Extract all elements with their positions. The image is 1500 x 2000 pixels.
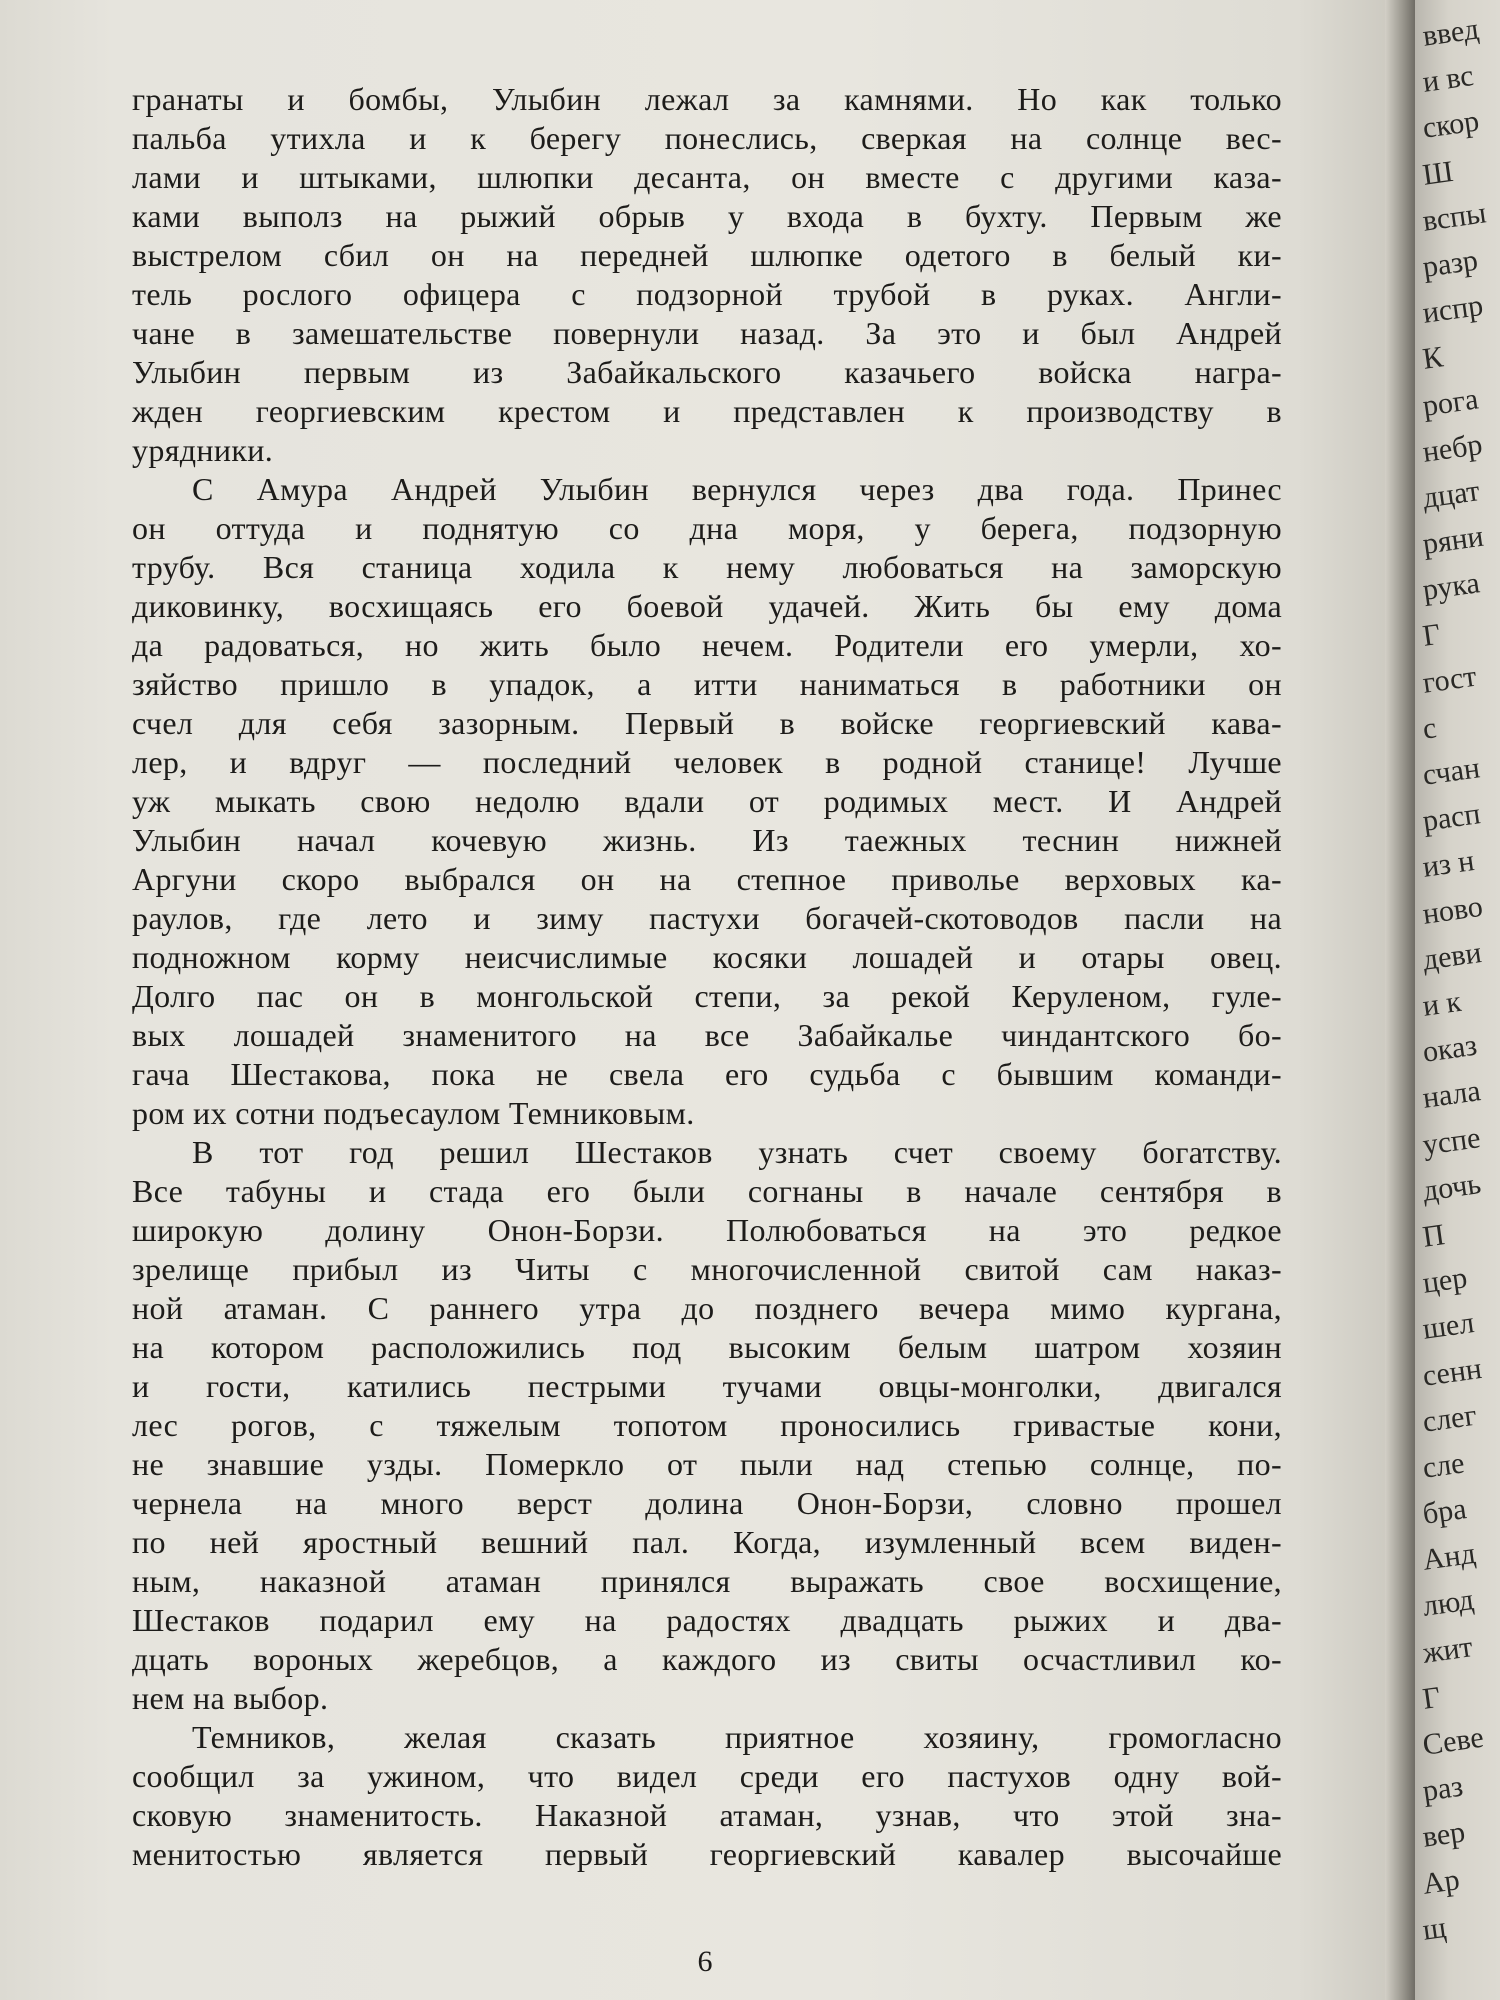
next-page-fragment: бра [1420, 1492, 1469, 1531]
text-block [132, 80, 1282, 1874]
text-line: сковую знаменитость. Наказной атаман, узнав, что этой зна- [132, 1797, 1282, 1833]
text-line: уж мыкать свою недолю вдали от родимых мест. И Андрей [132, 783, 1282, 819]
next-page-fragment: слег [1420, 1398, 1479, 1439]
text-line: не знавшие узды. Померкло от пыли над степью солнце, по- [132, 1446, 1282, 1482]
next-page-fragment: небр [1420, 427, 1485, 469]
next-page-fragment: сенн [1420, 1351, 1484, 1393]
text-line: урядники. [132, 432, 274, 468]
next-page-fragment: Севе [1420, 1720, 1486, 1762]
text-line: жден георгиевским крестом и представлен к производству в [132, 393, 1282, 429]
text-line: гранаты и бомбы, Улыбин лежал за камнями. Но как только [132, 81, 1282, 117]
text-line: трубу. Вся станица ходила к нему любоваться на заморскую [132, 549, 1282, 585]
text-line: нем на выбор. [132, 1680, 329, 1716]
next-page-fragment: дцат [1420, 474, 1482, 515]
next-page-edge [1415, 0, 1500, 2000]
next-page-fragment: дочь [1420, 1166, 1483, 1208]
text-line: ным, наказной атаман принялся выражать свое восхищение, [132, 1563, 1282, 1599]
page-number: 6 [697, 1945, 713, 1978]
next-page-fragment: шел [1420, 1306, 1477, 1347]
text-line: С Амура Андрей Улыбин вернулся через два года. Принес [192, 471, 1282, 507]
text-line: лер, и вдруг — последний человек в родной станице! Лучше [132, 744, 1282, 780]
next-page-fragment: Г [1420, 618, 1443, 654]
next-page-fragment: жит [1420, 1629, 1475, 1670]
next-page-fragment: рога [1420, 381, 1481, 423]
next-page-fragment: Анд [1420, 1537, 1478, 1578]
next-page-fragment: цер [1420, 1261, 1470, 1300]
next-page-fragment: расп [1420, 797, 1483, 839]
next-page-fragment: сле [1420, 1446, 1467, 1485]
text-line: Улыбин первым из Забайкальского казачьего войска награ- [132, 354, 1282, 390]
text-line: выстрелом сбил он на передней шлюпке одетого в белый ки- [132, 237, 1282, 273]
text-line: ной атаман. С раннего утра до позднего вечера мимо кургана, [132, 1290, 1282, 1326]
text-line: ками выполз на рыжий обрыв у входа в бухту. Первым же [132, 198, 1282, 234]
text-line: Улыбин начал кочевую жизнь. Из таежных теснин нижней [132, 822, 1282, 858]
next-page-fragment: Ш [1420, 154, 1456, 192]
next-page-fragment: введ [1420, 12, 1482, 53]
next-page-fragment: счан [1420, 751, 1482, 792]
next-page-fragment: ново [1420, 889, 1485, 931]
text-line: Долго пас он в монгольской степи, за рекой Керуленом, гуле- [132, 978, 1282, 1014]
next-page-fragment: К [1420, 340, 1446, 377]
text-line: лами и штыками, шлюпки десанта, он вместе с другими каза- [132, 159, 1282, 195]
text-line: зяйство пришло в упадок, а итти наниматься в работники он [132, 666, 1282, 702]
text-line: Темников, желая сказать приятное хозяину, громогласно [192, 1719, 1282, 1755]
text-line: раулов, где лето и зиму пастухи богачей-скотоводов пасли на [132, 900, 1282, 936]
next-page-fragment: гост [1420, 659, 1479, 700]
next-page-fragment: вспы [1420, 196, 1489, 238]
next-page-fragment: вер [1420, 1815, 1468, 1855]
next-page-fragment: разр [1420, 243, 1480, 284]
text-line: сообщил за ужином, что видел среди его пастухов одну вой- [132, 1758, 1282, 1794]
next-page-fragment: Ар [1420, 1862, 1462, 1901]
next-page-fragment: П [1420, 1218, 1447, 1254]
text-line: вых лошадей знаменитого на все Забайкалье чиндантского бо- [132, 1017, 1282, 1053]
next-page-fragment: раз [1420, 1769, 1466, 1809]
next-page-fragment: и к [1420, 984, 1463, 1023]
text-line: ром их сотни подъесаулом Темниковым. [132, 1095, 695, 1131]
next-page-fragment: и вс [1420, 59, 1476, 100]
next-page-fragment: Г [1420, 1680, 1443, 1716]
next-page-fragment: рука [1420, 566, 1482, 608]
text-line: счел для себя зазорным. Первый в войске георгиевский кава- [132, 705, 1282, 741]
text-line: широкую долину Онон-Борзи. Полюбоваться на это редкое [132, 1212, 1282, 1248]
text-line: он оттуда и поднятую со дна моря, у берега, подзорную [132, 510, 1282, 546]
next-page-fragment: с [1420, 711, 1439, 746]
text-line: чернела на много верст долина Онон-Борзи, словно прошел [132, 1485, 1282, 1521]
text-line: Аргуни скоро выбрался он на степное приволье верховых ка- [132, 861, 1282, 897]
text-line: зрелище прибыл из Читы с многочисленной свитой сам наказ- [132, 1251, 1282, 1287]
next-page-fragment: щ [1420, 1910, 1449, 1947]
next-page-fragment: люд [1420, 1583, 1476, 1624]
next-page-fragment: оказ [1420, 1028, 1479, 1070]
text-line: лес рогов, с тяжелым топотом проносились гривастые кони, [132, 1407, 1282, 1443]
text-line: дцать вороных жеребцов, а каждого из свиты осчастливил ко- [132, 1641, 1282, 1677]
text-line: да радоваться, но жить было нечем. Родители его умерли, хо- [132, 627, 1282, 663]
next-page-fragment: скор [1420, 104, 1482, 146]
text-line: диковинку, восхищаясь его боевой удачей. Жить бы ему дома [132, 588, 1282, 624]
next-page-fragment: ряни [1420, 519, 1486, 561]
next-page-fragment: из н [1420, 844, 1477, 885]
text-line: тель рослого офицера с подзорной трубой в руках. Англи- [132, 276, 1282, 312]
text-line: В тот год решил Шестаков узнать счет своему богатству. [192, 1134, 1282, 1170]
next-page-fragment: деви [1420, 935, 1484, 977]
text-line: гача Шестакова, пока не свела его судьба с бывшим команди- [132, 1056, 1282, 1092]
text-line: Все табуны и стада его были согнаны в начале сентября в [132, 1173, 1282, 1209]
text-line: менитостью является первый георгиевский кавалер высочайше [132, 1836, 1282, 1872]
book-gutter [1385, 0, 1415, 2000]
next-page-fragment: нала [1420, 1074, 1483, 1116]
next-page-fragment: испр [1420, 288, 1486, 330]
text-line: на котором расположились под высоким белым шатром хозяин [132, 1329, 1282, 1365]
text-line: пальба утихла и к берегу понеслись, сверкая на солнце вес- [132, 120, 1282, 156]
text-line: и гости, катились пестрыми тучами овцы-монголки, двигался [132, 1368, 1282, 1404]
next-page-fragment: успе [1420, 1120, 1483, 1162]
text-line: по ней яростный вешний пал. Когда, изумленный всем виден- [132, 1524, 1282, 1560]
text-line: подножном корму неисчислимые косяки лошадей и отары овец. [132, 939, 1282, 975]
text-line: чане в замешательстве повернули назад. За это и был Андрей [132, 315, 1282, 351]
text-line: Шестаков подарил ему на радостях двадцать рыжих и два- [132, 1602, 1282, 1638]
